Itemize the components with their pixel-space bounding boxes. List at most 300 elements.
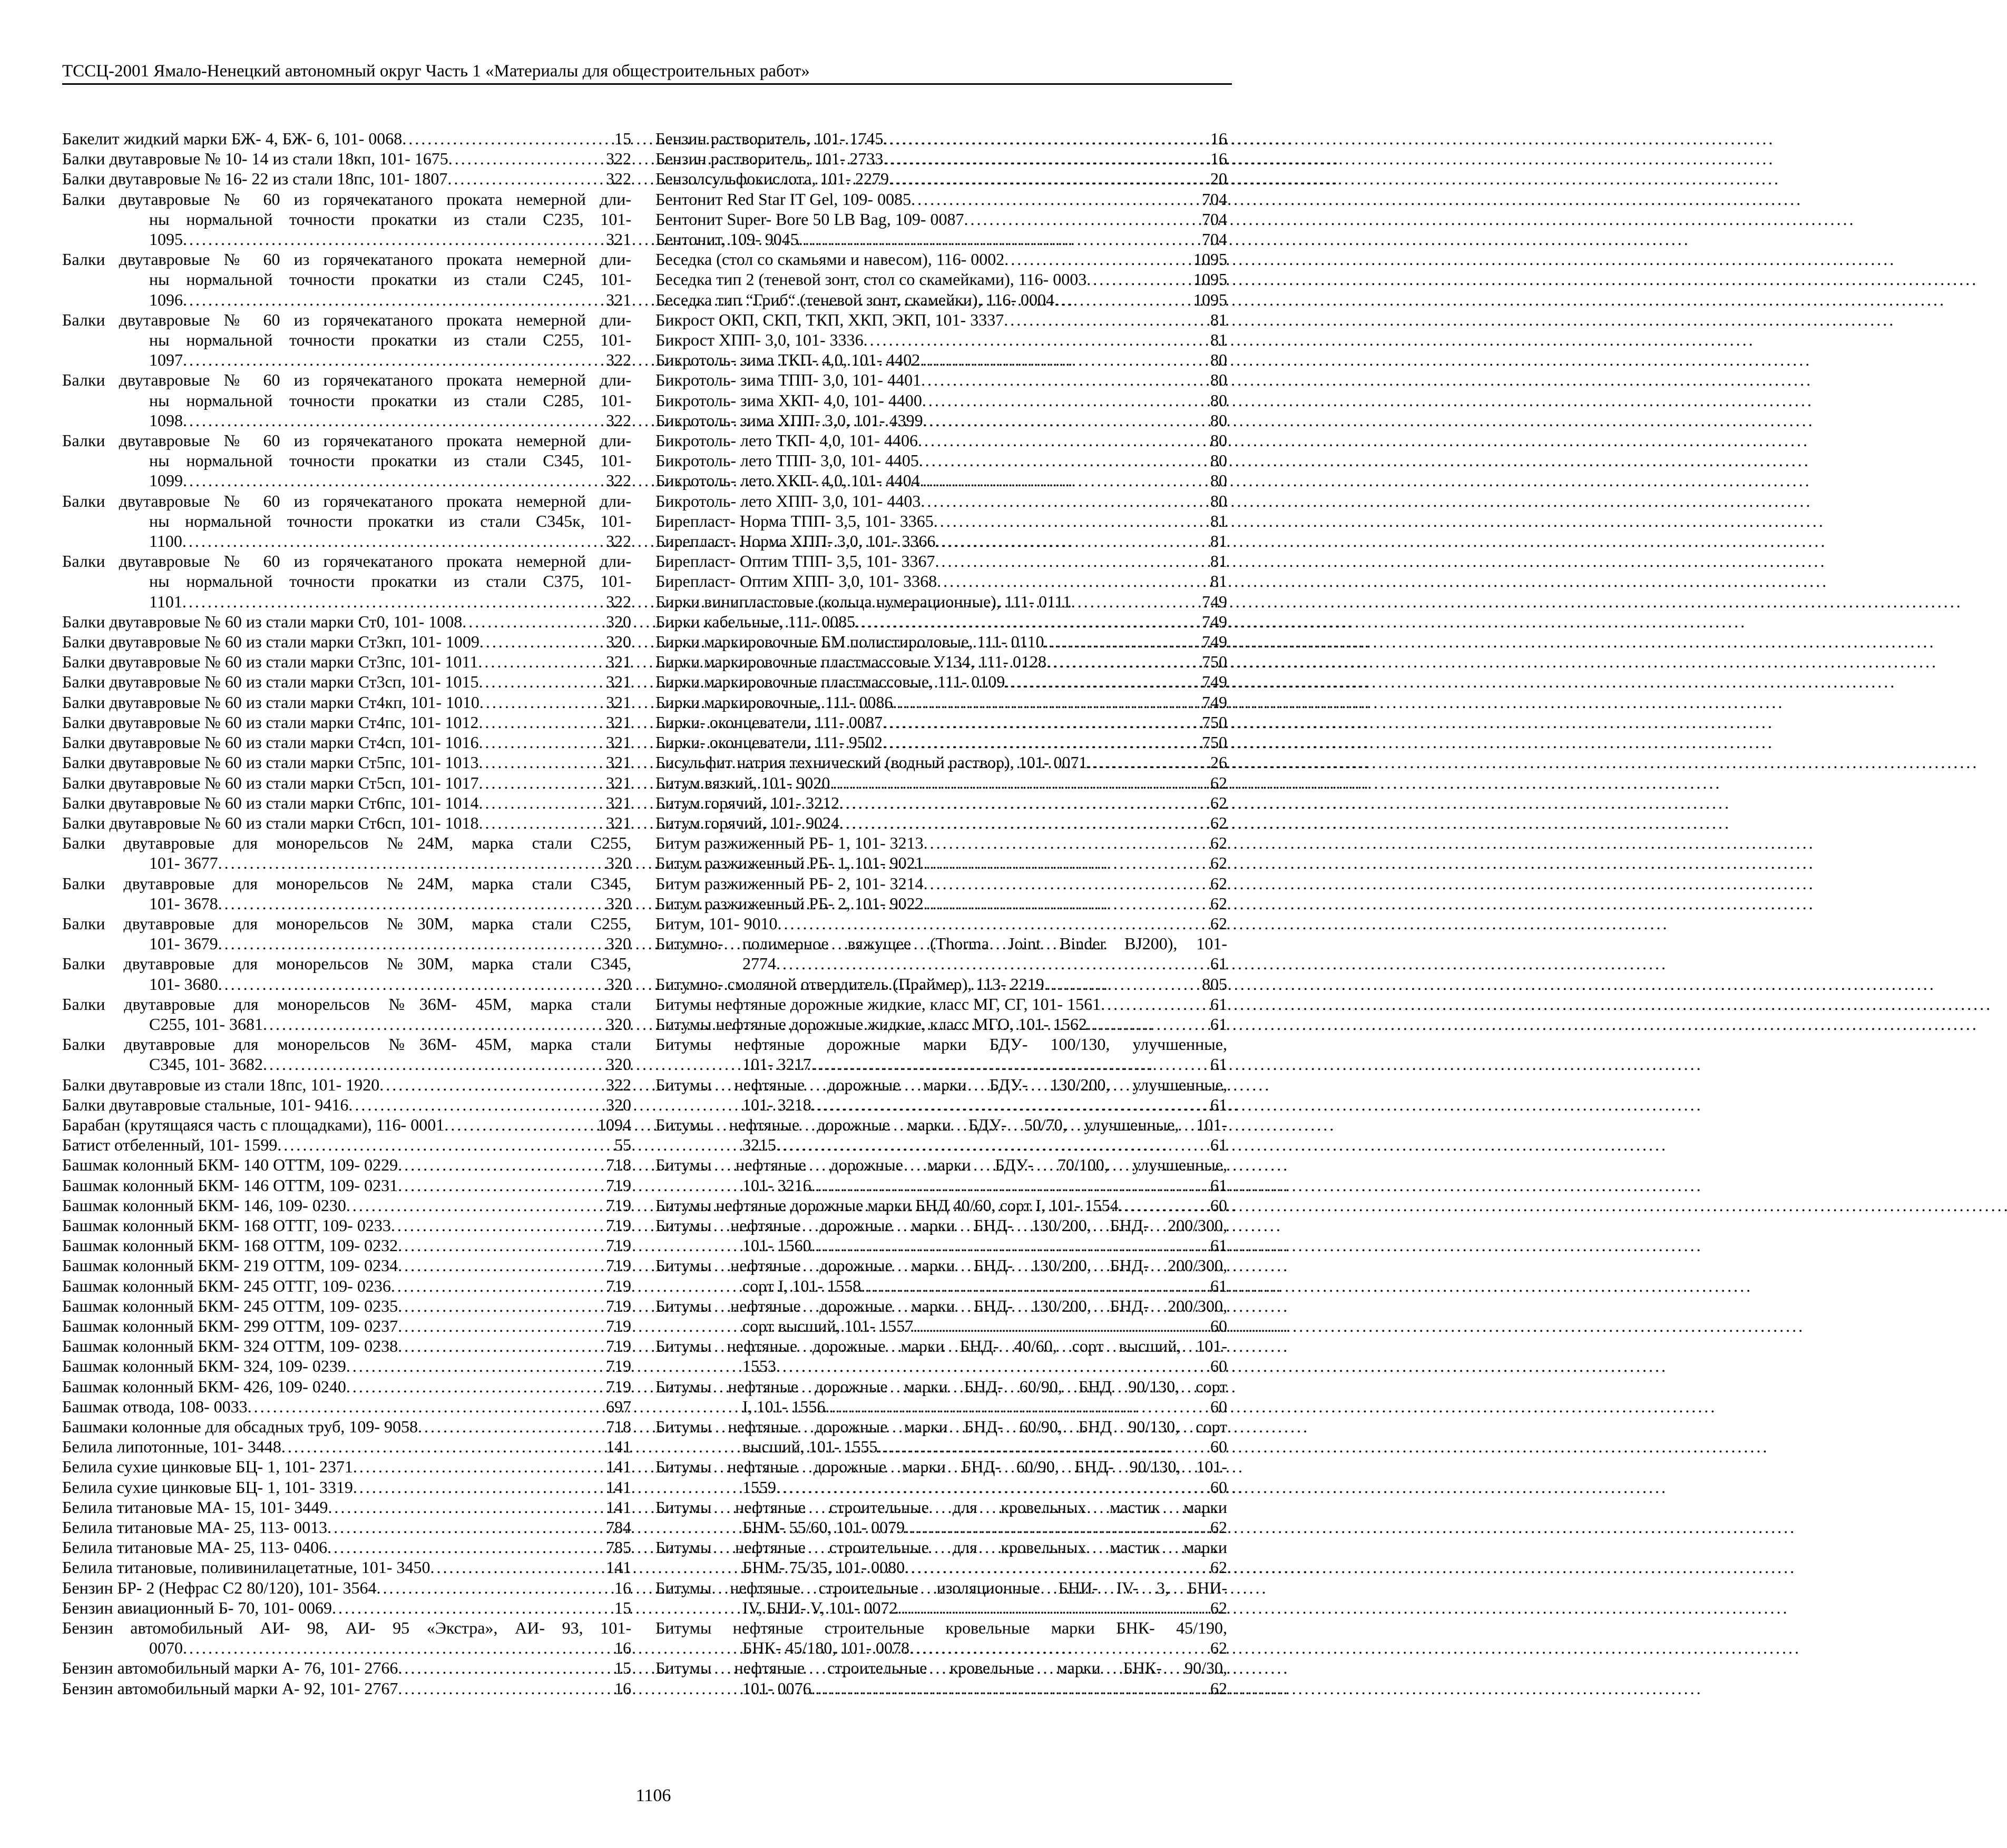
dot-leader (327, 1537, 605, 1557)
entry-name: Белила титановые, поливинилацетатные, 101- 3450 (62, 1558, 430, 1577)
entry-leader-line (62, 1336, 631, 1356)
index-entry (62, 793, 631, 813)
entry-name: 1099 (149, 471, 183, 490)
entry-leader-line (62, 1075, 631, 1095)
entry-page-number: 80 (1210, 491, 1227, 510)
dot-leader (922, 390, 1209, 410)
dot-leader (776, 1477, 1209, 1497)
entry-page-number: 320 (606, 1095, 631, 1114)
dot-leader (778, 913, 1209, 933)
index-entry (655, 1658, 1227, 1698)
entry-text-line: Бензин автомобильный АИ- 98, АИ- 95 «Экстра», АИ- 93, 101- (62, 1618, 631, 1638)
entry-leader-line (62, 752, 631, 772)
index-entry (62, 169, 631, 189)
index-entry (655, 652, 1227, 672)
entry-leader-line (655, 632, 1227, 652)
entry-leader-line (655, 893, 1227, 913)
dot-leader (281, 1437, 605, 1457)
entry-page-number: 80 (1210, 471, 1227, 490)
dot-leader (898, 1598, 1209, 1618)
dot-leader (479, 632, 605, 652)
entry-name: Бикротоль- зима ТПП- 3,0, 101- 4401 (655, 370, 922, 390)
index-entry (62, 1437, 631, 1457)
entry-name: Батист отбеленный, 101- 1599 (62, 1135, 278, 1155)
entry-page-number: 704 (1202, 189, 1227, 209)
dot-leader (346, 1195, 605, 1215)
entry-page-number: 784 (606, 1518, 631, 1537)
entry-leader-line (655, 450, 1227, 470)
dot-leader (937, 571, 1209, 591)
entry-name: Башмак колонный БКМ- 168 ОТТМ, 109- 0232 (62, 1236, 398, 1255)
index-entry (655, 873, 1227, 893)
dot-leader (920, 350, 1209, 370)
index-entry (62, 370, 631, 430)
dot-leader (398, 1678, 613, 1698)
index-entry (62, 1658, 631, 1678)
entry-leader-line (62, 1115, 631, 1135)
entry-leader-line (62, 692, 631, 712)
index-entry (62, 1034, 631, 1074)
entry-page-number: 141 (606, 1437, 631, 1457)
index-entry (655, 1255, 1227, 1295)
entry-text-line: Битумы нефтяные дорожные марки БДУ- 50/70, улучшенные, 101- (655, 1115, 1227, 1134)
entry-leader-line (62, 470, 631, 490)
entry-page-number: 60 (1210, 1195, 1227, 1215)
entry-page-number: 322 (606, 149, 631, 169)
entry-name: Белила титановые МА- 15, 101- 3449 (62, 1497, 328, 1517)
dot-leader (883, 732, 1201, 752)
entry-leader-line (655, 1175, 1227, 1195)
entry-name: 1559 (742, 1477, 776, 1497)
dot-leader (444, 1115, 596, 1135)
entry-leader-line (655, 913, 1227, 933)
index-entry (655, 330, 1227, 350)
index-entry (62, 249, 631, 310)
dot-leader (1046, 652, 1201, 672)
dot-leader (825, 1397, 1209, 1417)
entry-text-line: Балки двутавровые для монорельсов №36М- 45М, марка стали (62, 994, 631, 1014)
entry-leader-line (655, 410, 1227, 430)
entry-leader-line (655, 390, 1227, 410)
index-entry (62, 1477, 631, 1497)
entry-name: Битум разжиженный РБ- 2, 101- 9022 (655, 893, 924, 913)
entry-leader-line (655, 652, 1227, 672)
entry-name: Балки двутавровые из стали 18пс, 101- 1920 (62, 1075, 380, 1094)
entry-name: Башмак колонный БКМ- 299 ОТТМ, 109- 0237 (62, 1316, 398, 1335)
dot-leader (883, 712, 1201, 732)
entry-leader-line (62, 1678, 631, 1698)
dot-leader (923, 410, 1209, 430)
entry-name: сорт I, 101- 1558 (742, 1276, 861, 1295)
entry-page-number: 719 (606, 1336, 631, 1356)
dot-leader (263, 1014, 605, 1034)
entry-leader-line (62, 672, 631, 692)
entry-leader-line (62, 1215, 631, 1235)
index-entry (62, 1276, 631, 1296)
dot-leader (479, 672, 605, 692)
entry-leader-line (655, 129, 1227, 149)
index-entry (655, 833, 1227, 853)
entry-name: 1553 (742, 1356, 776, 1376)
dot-leader (864, 330, 1209, 350)
entry-leader-line (62, 974, 631, 994)
entry-name: Бикротоль- зима ХПП- 3,0, 101- 4399 (655, 410, 923, 430)
dot-leader (883, 149, 1209, 169)
entry-page-number: 719 (606, 1276, 631, 1295)
index-entry (62, 1618, 631, 1658)
index-entry (62, 149, 631, 169)
entry-name: Бикрост ОКП, СКП, ТКП, ХКП, ЭКП, 101- 3337 (655, 310, 1004, 329)
entry-name: Бирепласт- Оптим ХПП- 3,0, 101- 3368 (655, 572, 937, 591)
entry-name: Бентонит Super- Bore 50 LB Bag, 109- 0087 (655, 209, 964, 229)
entry-leader-line (655, 1095, 1227, 1115)
entry-text-line: Балки двутавровые для монорельсов №24М, марка стали С255, (62, 833, 631, 853)
entry-name: Башмак колонный БКМ- 245 ОТТМ, 109- 0235 (62, 1296, 398, 1315)
entry-text-line: Балки двутавровые для монорельсов №30М, марка стали С345, (62, 954, 631, 974)
entry-name: Бирепласт- Норма ТПП- 3,5, 101- 3365 (655, 511, 934, 530)
entry-name: Башмак колонный БКМ- 426, 109- 0240 (62, 1377, 346, 1396)
entry-text-line: Битумы нефтяные строительные для кровельных мастик марки (655, 1538, 1227, 1557)
entry-page-number: 81 (1210, 330, 1227, 350)
entry-leader-line (655, 853, 1227, 873)
index-entry (62, 1175, 631, 1195)
index-entry (655, 209, 1227, 229)
index-entry (62, 189, 631, 250)
index-entry (62, 1195, 631, 1215)
entry-page-number: 719 (606, 1256, 631, 1275)
dot-leader (327, 1517, 605, 1537)
entry-page-number: 60 (1210, 1397, 1227, 1416)
entry-name: Битумно- смоляной отвердитель (Праймер), 113- 2219 (655, 974, 1044, 994)
entry-name: Бикротоль- лето ХКП- 4,0, 101- 4404 (655, 471, 920, 490)
entry-name: Битумы нефтяные дорожные марки БНД 40/60, сорт I, 101- 1554 (655, 1195, 1119, 1215)
entry-leader-line (62, 1377, 631, 1397)
entry-name: БНМ- 55/60, 101- 0079 (742, 1518, 905, 1537)
dot-leader (1087, 752, 1209, 772)
entry-name: Балки двутавровые № 60 из стали марки Ст5пс, 101- 1013 (62, 753, 479, 772)
entry-leader-line (62, 1557, 631, 1577)
entry-name: 1095 (149, 230, 183, 249)
entry-leader-line (655, 249, 1227, 269)
entry-leader-line (655, 571, 1227, 591)
dot-leader (918, 430, 1209, 450)
entry-page-number: 1094 (598, 1115, 631, 1134)
entry-name: 101- 3218 (742, 1095, 811, 1114)
entry-leader-line (655, 692, 1227, 712)
entry-page-number: 15 (614, 1658, 631, 1678)
entry-name: Бирки- оконцеватели, 111- 9502 (655, 733, 883, 752)
entry-name: Бензин автомобильный марки А- 92, 101- 2767 (62, 1678, 398, 1698)
entry-name: Бирки маркировочные БМ полистироловые, 111- 0110 (655, 632, 1044, 652)
entry-leader-line (62, 1095, 631, 1115)
entry-leader-line (62, 169, 631, 189)
index-entry (62, 692, 631, 712)
dot-leader (398, 1296, 605, 1316)
entry-leader-line (62, 350, 631, 370)
index-entry (655, 551, 1227, 571)
entry-page-number: 320 (606, 1014, 631, 1034)
entry-page-number: 62 (1210, 793, 1227, 812)
index-entry (62, 129, 631, 149)
entry-page-number: 321 (606, 793, 631, 812)
entry-name: Балки двутавровые № 10- 14 из стали 18кп, 101- 1675 (62, 149, 448, 169)
dot-leader (353, 1457, 605, 1477)
entry-page-number: 718 (606, 1417, 631, 1436)
dot-leader (924, 853, 1209, 873)
dot-leader (909, 1638, 1209, 1658)
entry-name: Башмак колонный БКМ- 168 ОТТГ, 109- 0233 (62, 1215, 391, 1235)
entry-name: Белила сухие цинковые БЦ- 1, 101- 3319 (62, 1477, 353, 1497)
dot-leader (348, 1095, 605, 1115)
index-entry (655, 672, 1227, 692)
entry-name: Башмаки колонные для обсадных труб, 109- 9058 (62, 1417, 418, 1436)
entry-page-number: 141 (606, 1457, 631, 1477)
entry-page-number: 62 (1210, 813, 1227, 832)
dot-leader (1101, 994, 1209, 1014)
index-entry (655, 290, 1227, 310)
entry-page-number: 322 (606, 471, 631, 490)
entry-page-number: 60 (1210, 1437, 1227, 1457)
entry-name: I, 101- 1556 (742, 1397, 826, 1416)
index-entry (62, 1517, 631, 1537)
entry-leader-line (655, 1557, 1227, 1577)
entry-leader-line (655, 229, 1227, 249)
entry-name: Бентонит Red Star IT Gel, 109- 0085 (655, 189, 912, 209)
index-entry (62, 1155, 631, 1175)
dot-leader (1087, 1014, 1209, 1034)
entry-leader-line (655, 773, 1227, 793)
entry-page-number: 62 (1210, 773, 1227, 792)
entry-page-number: 750 (1202, 712, 1227, 732)
index-entry (62, 833, 631, 873)
index-entry (655, 470, 1227, 490)
entry-page-number: 719 (606, 1377, 631, 1396)
entry-page-number: 320 (606, 853, 631, 873)
entry-name: сорт высший, 101- 1557 (742, 1316, 914, 1335)
entry-name: Бикротоль- лето ТКП- 4,0, 101- 4406 (655, 431, 918, 450)
entry-name: Башмак отвода, 108- 0033 (62, 1397, 248, 1416)
index-entry (62, 1678, 631, 1698)
entry-leader-line (655, 833, 1227, 853)
entry-leader-line (655, 974, 1227, 994)
entry-leader-line (655, 873, 1227, 893)
entry-text-line: ны нормальной точности прокатки из стали С345, 101- (149, 451, 631, 470)
entry-page-number: 749 (1202, 672, 1227, 692)
index-column-left (62, 129, 631, 1698)
index-entry (655, 752, 1227, 772)
entry-name: Башмак колонный БКМ- 146, 109- 0230 (62, 1195, 346, 1215)
entry-name: Бирки кабельные, 111- 0085 (655, 612, 856, 631)
entry-leader-line (62, 893, 631, 913)
entry-text-line: Балки двутавровые для монорельсов №30М, марка стали С255, (62, 913, 631, 933)
entry-page-number: 62 (1210, 873, 1227, 893)
entry-page-number: 61 (1210, 1095, 1227, 1114)
dot-leader (332, 1598, 613, 1618)
page-header: ТССЦ-2001 Ямало-Ненецкий автономный округ Часть 1 «Материалы для общестроительных работ» (62, 62, 810, 81)
entry-page-number: 750 (1202, 733, 1227, 752)
entry-page-number: 805 (1202, 974, 1227, 994)
entry-page-number: 81 (1210, 511, 1227, 530)
dot-leader (811, 1095, 1209, 1115)
entry-leader-line (62, 229, 631, 249)
index-entry (62, 1537, 631, 1557)
entry-name: С255, 101- 3681 (149, 1014, 263, 1034)
entry-page-number: 80 (1210, 370, 1227, 390)
entry-name: 101- 3217 (742, 1055, 811, 1074)
entry-leader-line (62, 1276, 631, 1296)
entry-text-line: Балки двутавровые № 60 из горячекатаного проката немерной дли- (62, 189, 631, 209)
index-entry (62, 1235, 631, 1255)
dot-leader (776, 954, 1209, 974)
entry-leader-line (655, 1276, 1227, 1296)
entry-page-number: 697 (606, 1397, 631, 1416)
index-entry (62, 732, 631, 752)
entry-leader-line (655, 189, 1227, 209)
dot-leader (924, 893, 1209, 913)
index-entry (62, 1578, 631, 1598)
entry-leader-line (655, 1054, 1227, 1074)
dot-leader (1004, 310, 1209, 330)
entry-leader-line (62, 933, 631, 954)
entry-page-number: 16 (614, 1638, 631, 1658)
index-entry (655, 612, 1227, 632)
entry-leader-line (62, 853, 631, 873)
entry-leader-line (655, 1316, 1227, 1336)
dot-leader (776, 1356, 1209, 1376)
entry-page-number: 1095 (1193, 270, 1227, 289)
entry-leader-line (62, 632, 631, 652)
entry-name: Балки двутавровые № 60 из стали марки Ст5сп, 101- 1017 (62, 773, 479, 792)
entry-leader-line (655, 470, 1227, 490)
entry-name: Бирки маркировочные пластмассовые, 111- 0109 (655, 672, 1005, 692)
entry-page-number: 20 (1210, 169, 1227, 189)
entry-name: Битум разжиженный РБ- 1, 101- 9021 (655, 853, 924, 873)
entry-page-number: 62 (1210, 1598, 1227, 1617)
entry-page-number: 322 (606, 1075, 631, 1094)
index-entry (62, 1215, 631, 1235)
entry-leader-line (62, 410, 631, 430)
entry-name: 1100 (149, 532, 182, 551)
entry-leader-line (655, 1678, 1227, 1698)
dot-leader (924, 873, 1209, 893)
entry-text-line: Битумы нефтяные дорожные марки БНД- 60/90, БНД 90/130, сорт (655, 1377, 1227, 1396)
entry-page-number: 322 (606, 592, 631, 611)
dot-leader (924, 833, 1209, 853)
index-entry (62, 551, 631, 612)
dot-leader (398, 1316, 605, 1336)
entry-name: 2774 (742, 954, 776, 974)
entry-leader-line (62, 1255, 631, 1275)
index-entry (655, 249, 1227, 269)
entry-page-number: 320 (606, 934, 631, 954)
entry-leader-line (62, 1235, 631, 1255)
dot-leader (811, 1235, 1209, 1255)
entry-page-number: 749 (1202, 632, 1227, 652)
dot-leader (935, 531, 1209, 551)
dot-leader (328, 1497, 605, 1517)
dot-leader (479, 692, 605, 712)
entry-page-number: 60 (1210, 1316, 1227, 1335)
index-entry (62, 612, 631, 632)
index-entry (655, 1195, 1227, 1215)
entry-name: Башмак колонный БКМ- 140 ОТТМ, 109- 0229 (62, 1155, 398, 1175)
page-number: 1106 (635, 1786, 671, 1805)
entry-leader-line (655, 592, 1227, 612)
index-entry (655, 974, 1227, 994)
entry-name: Башмак колонный БКМ- 324 ОТТМ, 109- 0238 (62, 1336, 398, 1356)
dot-leader (478, 652, 605, 672)
entry-name: 1098 (149, 410, 183, 430)
dot-leader (398, 1155, 605, 1175)
index-entry (655, 531, 1227, 551)
entry-text-line: Битумно- полимерное вяжущее (Thorma Joint Binder BJ200), 101- (655, 934, 1227, 954)
index-entry (655, 692, 1227, 712)
index-entry (655, 269, 1227, 289)
entry-leader-line (62, 1054, 631, 1074)
entry-page-number: 320 (606, 632, 631, 652)
index-entry (655, 310, 1227, 330)
dot-leader (183, 1638, 613, 1658)
dot-leader (839, 793, 1209, 813)
entry-page-number: 16 (1210, 129, 1227, 148)
entry-leader-line (655, 672, 1227, 692)
entry-text-line: Битумы нефтяные дорожные марки БДУ- 70/100, улучшенные, (655, 1155, 1227, 1175)
index-entry (62, 954, 631, 994)
entry-leader-line (655, 1437, 1227, 1457)
index-entry (62, 1417, 631, 1437)
entry-leader-line (62, 1175, 631, 1195)
index-entry (62, 1135, 631, 1155)
entry-page-number: 749 (1202, 612, 1227, 631)
index-entry (62, 1296, 631, 1316)
entry-name: Балки двутавровые № 60 из стали марки Ст6пс, 101- 1014 (62, 793, 479, 812)
entry-page-number: 719 (606, 1296, 631, 1315)
entry-name: Битум вязкий, 101- 9020 (655, 773, 830, 792)
dot-leader (183, 229, 605, 249)
entry-page-number: 60 (1210, 1477, 1227, 1497)
entry-name: 3215 (742, 1135, 776, 1155)
entry-page-number: 785 (606, 1538, 631, 1557)
entry-leader-line (62, 290, 631, 310)
index-entry (655, 1618, 1227, 1658)
index-entry (655, 1377, 1227, 1417)
entry-leader-line (62, 1195, 631, 1215)
entry-page-number: 320 (606, 612, 631, 631)
dot-leader (893, 692, 1201, 712)
entry-name: С345, 101- 3682 (149, 1055, 263, 1074)
entry-name: Башмак колонный БКМ- 146 ОТТМ, 109- 0231 (62, 1175, 398, 1195)
entry-name: Белила сухие цинковые БЦ- 1, 101- 2371 (62, 1457, 353, 1477)
index-entry (62, 1095, 631, 1115)
dot-leader (182, 531, 605, 551)
dot-leader (398, 1235, 605, 1255)
entry-page-number: 719 (606, 1316, 631, 1335)
dot-leader (919, 450, 1209, 470)
entry-leader-line (62, 1537, 631, 1557)
index-entry (62, 1557, 631, 1577)
entry-text-line: Балки двутавровые № 60 из горячекатаного проката немерной дли- (62, 491, 631, 510)
dot-leader (277, 1135, 613, 1155)
index-entry (62, 813, 631, 833)
entry-name: Балки двутавровые стальные, 101- 9416 (62, 1095, 349, 1114)
index-entry (62, 1457, 631, 1477)
entry-leader-line (655, 430, 1227, 450)
entry-text-line: Балки двутавровые № 60 из горячекатаного проката немерной дли- (62, 552, 631, 571)
index-entry (62, 1336, 631, 1356)
entry-page-number: 62 (1210, 1518, 1227, 1537)
dot-leader (391, 1276, 605, 1296)
dot-leader (379, 1075, 605, 1095)
